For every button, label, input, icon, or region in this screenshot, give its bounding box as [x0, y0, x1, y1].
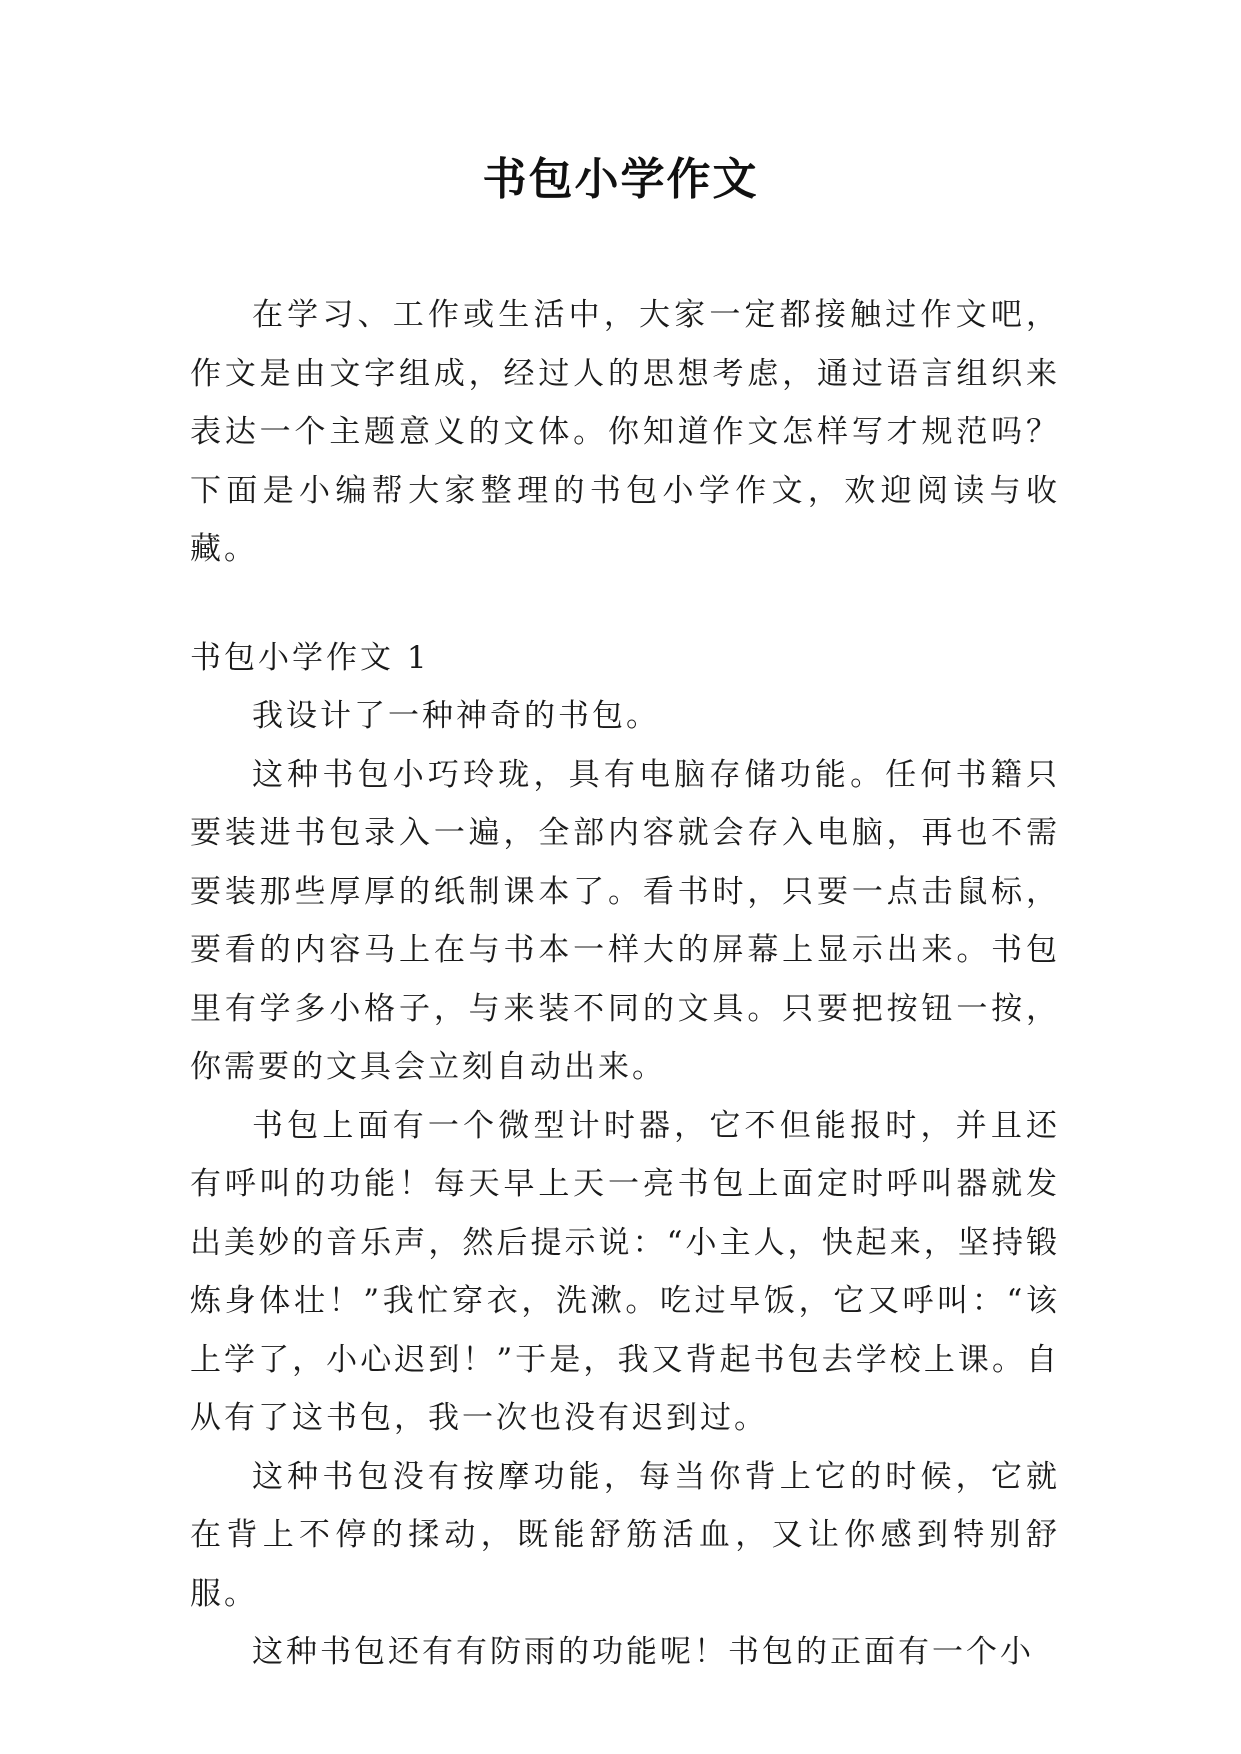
body-paragraph-2: 这种书包小巧玲珑，具有电脑存储功能。任何书籍只要装进书包录入一遍，全部内容就会存入电脑，再也不需要装那些厚厚的纸制课本了。看书时，只要一点击鼠标，要看的内容马上在与书本一样大的屏幕上显示出来。书包里有学多小格子，与来装不同的文具。只要把按钮一按，你需要的文具会立刻自动出来。: [190, 756, 1060, 1085]
section-heading: 书包小学作文 1: [190, 639, 430, 676]
document-body: [190, 286, 1060, 1682]
body-paragraph-4: 这种书包没有按摩功能，每当你背上它的时候，它就在背上不停的揉动，既能舒筋活血，又让你感到特别舒服。: [190, 1458, 1060, 1612]
document-title: 书包小学作文: [482, 154, 759, 205]
intro-paragraph: 在学习、工作或生活中，大家一定都接触过作文吧，作文是由文字组成，经过人的思想考虑，通过语言组织来表达一个主题意义的文体。你知道作文怎样写才规范吗？下面是小编帮大家整理的书包小学作文，欢迎阅读与收藏。: [190, 297, 1060, 567]
body-paragraph-1: 我设计了一种神奇的书包。: [252, 698, 660, 734]
body-paragraph-5: 这种书包还有有防雨的功能呢！书包的正面有一个小: [252, 1634, 1034, 1670]
body-paragraph-3: 书包上面有一个微型计时器，它不但能报时，并且还有呼叫的功能！每天早上天一亮书包上面定时呼叫器就发出美妙的音乐声，然后提示说：“小主人，快起来，坚持锻炼身体壮！”我忙穿衣，洗漱。吃过早饭，它又呼叫：“该上学了，小心迟到！”于是，我又背起书包去学校上课。自从有了这书包，我一次也没有迟到过。: [190, 1107, 1060, 1436]
